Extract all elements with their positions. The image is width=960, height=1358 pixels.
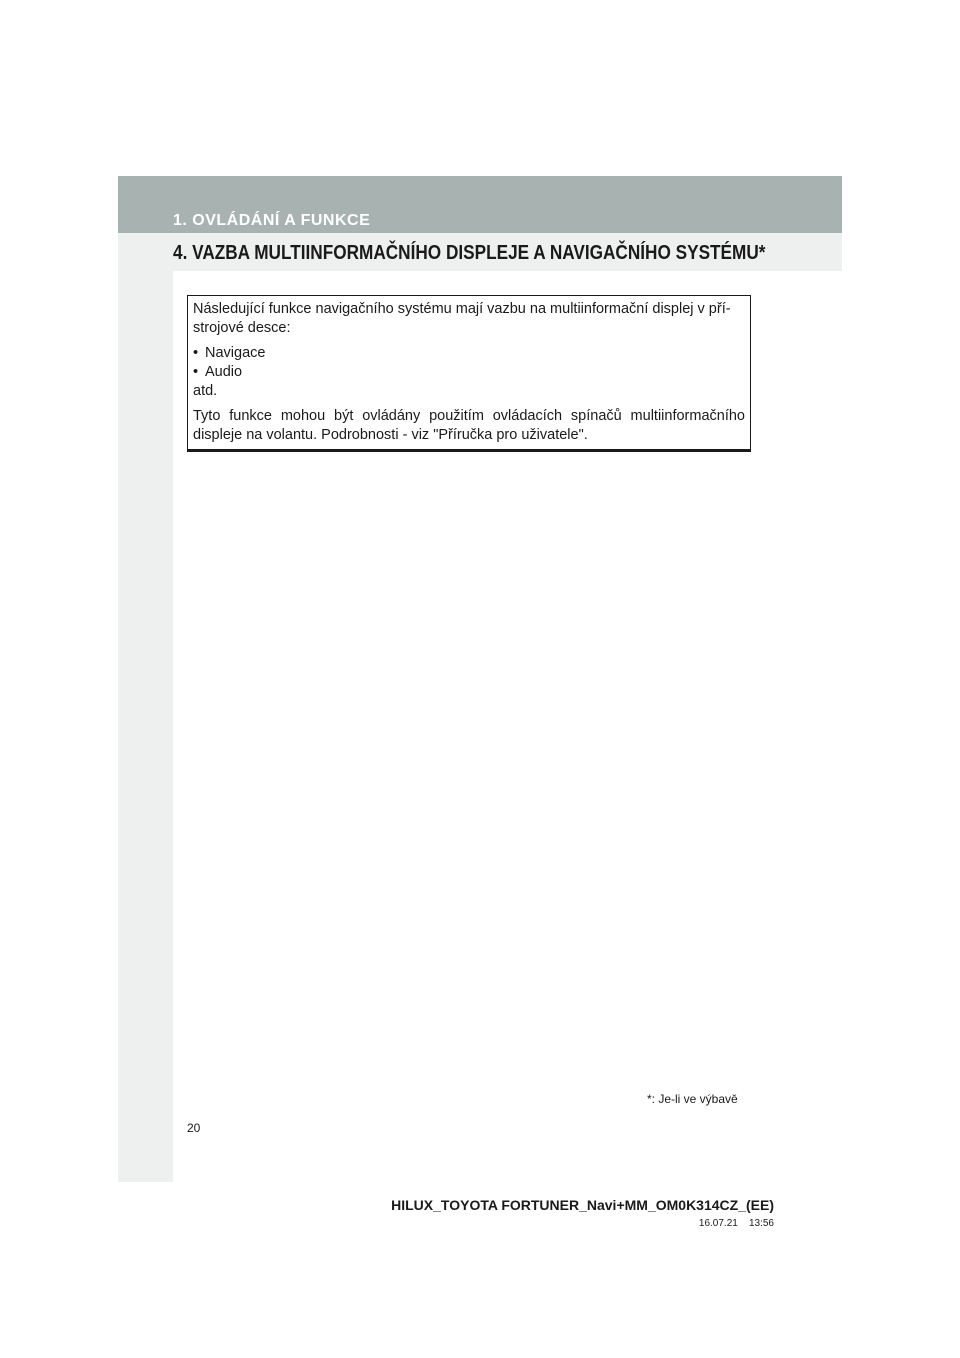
document-timestamp [699, 1218, 774, 1229]
list-item [193, 363, 745, 382]
intro-line-2: strojové desce: [193, 320, 291, 336]
document-code: HILUX_TOYOTA FORTUNER_Navi+MM_OM0K314CZ_(EE) [391, 1197, 774, 1213]
bullet-icon: • [193, 364, 199, 380]
page-title: 4. VAZBA MULTIINFORMAČNÍHO DISPLEJE A NAVIGAČNÍHO SYSTÉMU* [173, 242, 766, 264]
page-number: 20 [187, 1121, 201, 1135]
intro-line-1: Následující funkce navigačního systému mají vazbu na multiinformační displej v pří- [193, 301, 731, 317]
list-item [193, 344, 745, 363]
list-item-label: Navigace [205, 345, 266, 361]
list-item-label: Audio [205, 364, 243, 380]
doc-date: 16.07.21 [698, 1218, 738, 1229]
intro-text [193, 300, 745, 338]
footnote: *: Je-li ve výbavě [647, 1092, 738, 1106]
bullet-icon: • [193, 345, 199, 361]
section-label: 1. OVLÁDÁNÍ A FUNKCE [173, 212, 371, 229]
outro-text: Tyto funkce mohou být ovládány použitím ovládacích spínačů multiinformačního displeje na volantu. Podrobnosti - viz "Příručka pro uživatele". [193, 408, 745, 443]
etc-text: atd. [193, 383, 218, 399]
doc-time: 13:56 [748, 1218, 774, 1229]
info-box [187, 295, 751, 452]
